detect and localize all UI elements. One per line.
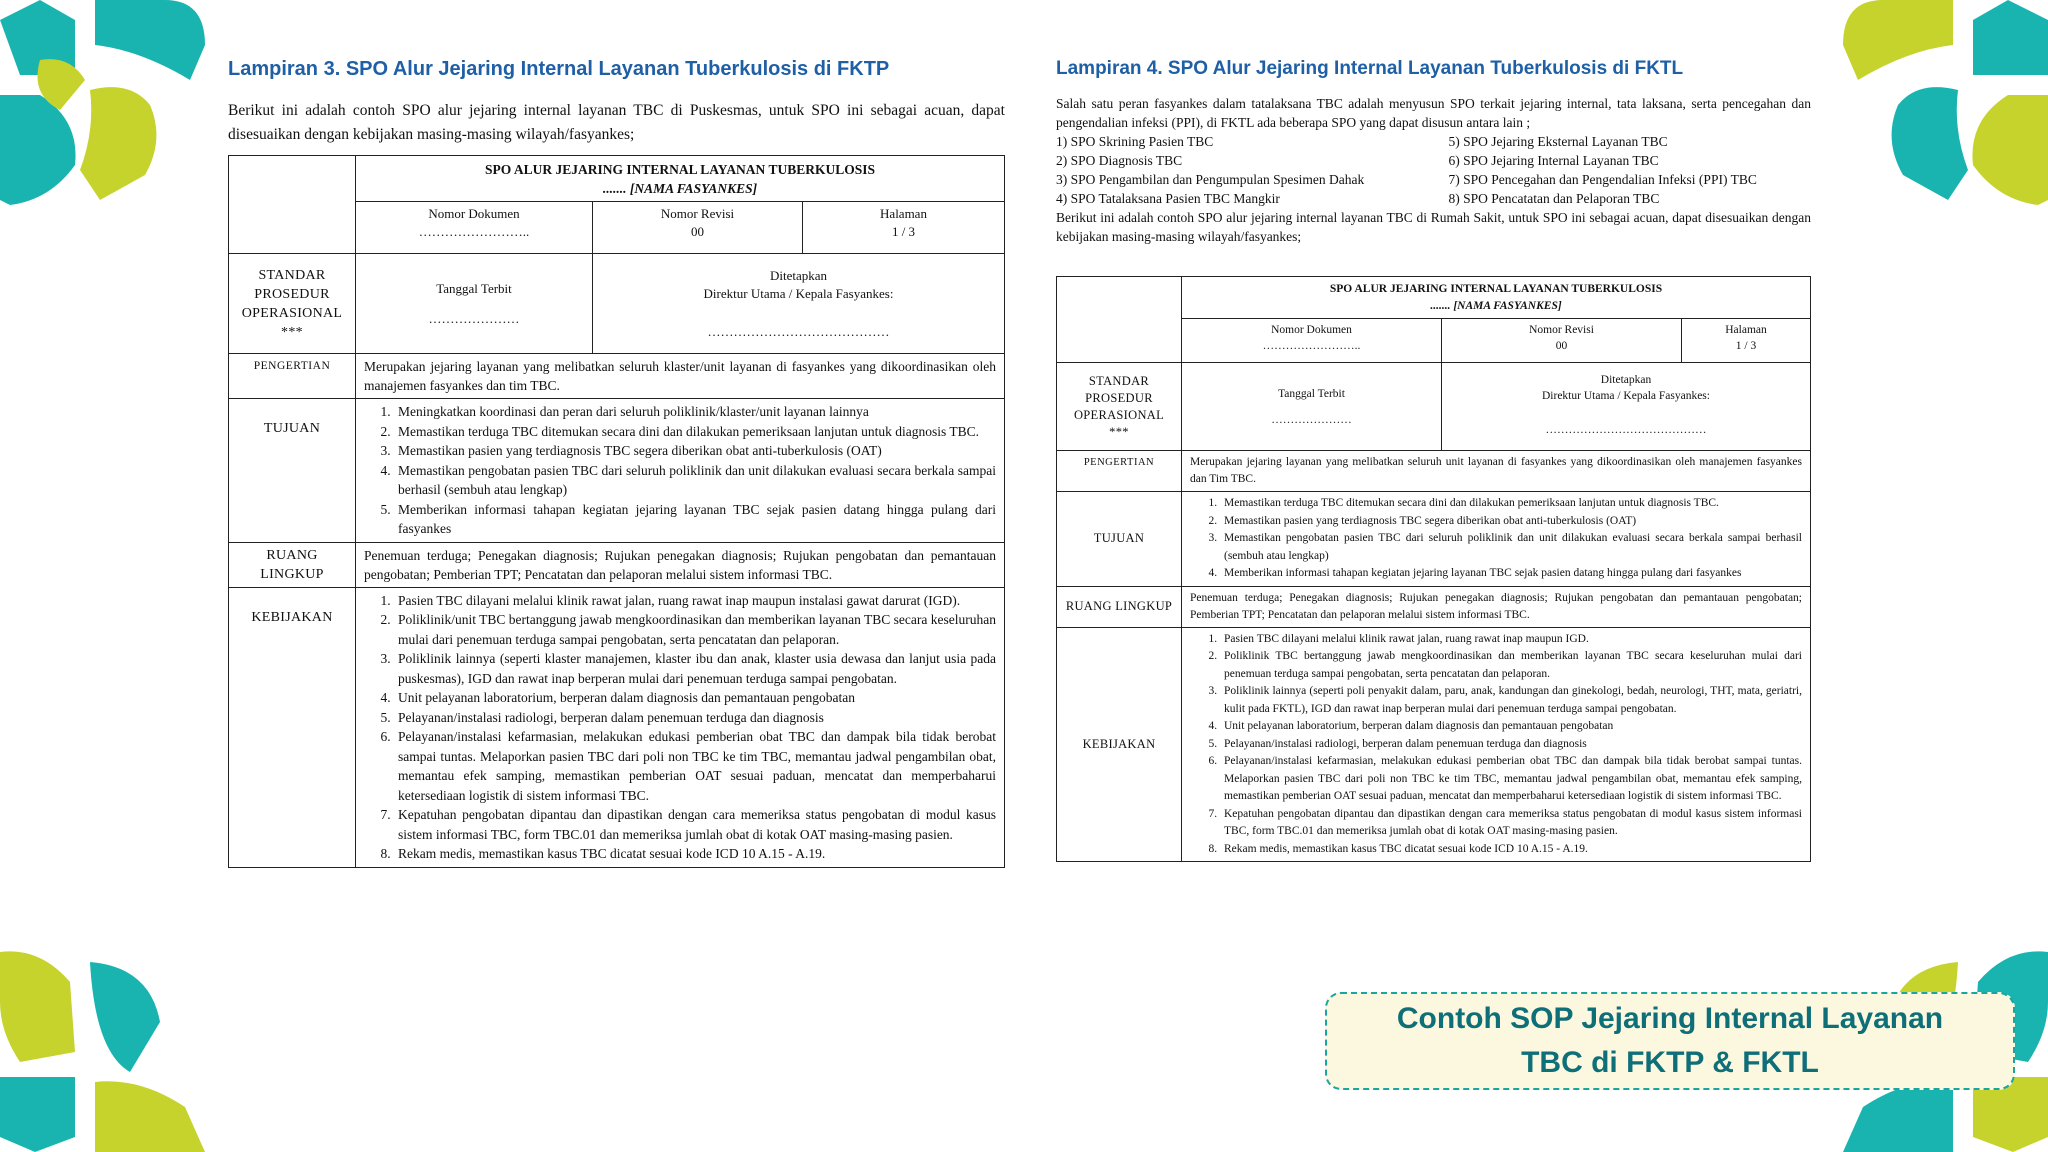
nomor-revisi-label: Nomor Revisi bbox=[1529, 324, 1594, 336]
kebijakan-item: 5. Pelayanan/instalasi radiologi, berperan dalam penemuan terduga dan diagnosis bbox=[394, 708, 996, 728]
tanggal-terbit-label: Tanggal Terbit bbox=[436, 280, 512, 296]
kebijakan-item: 3. Poliklinik lainnya (seperti klaster manajemen, klaster ibu dan anak, klaster usia dewasa dan lanjut usia pada puskesmas), IGD dan rawat inap berperan mulai dari penemuan terduga sampai pengobatan. bbox=[394, 649, 996, 688]
tujuan-item: 4. Memberikan informasi tahapan kegiatan jejaring layanan TBC sejak pasien datang hingga pulang dari fasyankes bbox=[1220, 565, 1802, 583]
ditetapkan-by: Direktur Utama / Kepala Fasyankes: bbox=[703, 286, 894, 301]
nomor-dokumen-value: …………………….. bbox=[1262, 340, 1361, 352]
nomor-revisi-value: 00 bbox=[691, 224, 704, 239]
spo-table-fktp bbox=[228, 155, 1005, 868]
tujuan-item: 2. Memastikan pasien yang terdiagnosis TBC segera diberikan obat anti-tuberkulosis (OAT) bbox=[1220, 513, 1802, 531]
spo-list-item: 8) SPO Pencatatan dan Pelaporan TBC bbox=[1448, 191, 1660, 206]
ruang-lingkup-text: Penemuan terduga; Penegakan diagnosis; Rujukan penegakan diagnosis; Rujukan pengobatan dan pemantauan pengobatan; Pemberian TPT; Pencatatan dan pelaporan melalui sistem informasi TBC. bbox=[1182, 586, 1811, 627]
tujuan-cell bbox=[356, 399, 1005, 543]
spo-list-item: 3) SPO Pengambilan dan Pengumpulan Spesimen Dahak bbox=[1056, 172, 1365, 187]
pengertian-label: PENGERTIAN bbox=[229, 354, 356, 399]
tujuan-item: 1. Meningkatkan koordinasi dan peran dari seluruh poliklinik/klaster/unit layanan lainnya bbox=[394, 402, 996, 422]
tujuan-list bbox=[364, 402, 996, 539]
spo-list-item: 7) SPO Pencegahan dan Pengendalian Infeksi (PPI) TBC bbox=[1448, 172, 1757, 187]
logo-cell bbox=[229, 156, 356, 254]
document-lampiran-4 bbox=[1056, 58, 1811, 862]
standar-prosedur-label: STANDAR PROSEDUR OPERASIONAL *** bbox=[1057, 363, 1182, 451]
halaman-cell bbox=[1682, 319, 1811, 363]
tanggal-terbit-cell bbox=[1182, 363, 1442, 451]
document-lampiran-3 bbox=[228, 58, 1005, 868]
kebijakan-label: KEBIJAKAN bbox=[229, 587, 356, 867]
nomor-revisi-label: Nomor Revisi bbox=[660, 206, 735, 221]
halaman-label: Halaman bbox=[880, 206, 927, 221]
kebijakan-cell bbox=[1182, 627, 1811, 862]
tujuan-label: TUJUAN bbox=[1057, 492, 1182, 587]
callout-line-1: Contoh SOP Jejaring Internal Layanan bbox=[1396, 1002, 1944, 1035]
ditetapkan-cell bbox=[593, 254, 1005, 354]
tanggal-terbit-label: Tanggal Terbit bbox=[1278, 387, 1345, 400]
lampiran-4-intro-2: Berikut ini adalah contoh SPO alur jejaring internal layanan TBC di Rumah Sakit, untuk SPO ini sebagai acuan, dapat disesuaikan dengan kebijakan masing-masing wilayah/fasyankes; bbox=[1056, 210, 1811, 244]
tujuan-item: 5. Memberikan informasi tahapan kegiatan jejaring layanan TBC sejak pasien datang hingga pulang dari fasyankes bbox=[394, 500, 996, 539]
lampiran-4-intro: Salah satu peran fasyankes dalam tatalaksana TBC adalah menyusun SPO terkait jejaring internal, tata laksana, serta pencegahan dan pengendalian infeksi (PPI), di FKTL ada beberapa SPO yang dapat disusun antara lain ; bbox=[1056, 96, 1811, 130]
tujuan-item: 3. Memastikan pengobatan pasien TBC dari seluruh poliklinik dan unit dilakukan evaluasi secara berkala sampai berhasil (sembuh atau lengkap) bbox=[1220, 530, 1802, 565]
nomor-revisi-value: 00 bbox=[1555, 340, 1568, 352]
kebijakan-item: 4. Unit pelayanan laboratorium, berperan dalam diagnosis dan pemantauan pengobatan bbox=[1220, 718, 1802, 736]
halaman-value: 1 / 3 bbox=[891, 224, 916, 239]
spo-list-item: 6) SPO Jejaring Internal Layanan TBC bbox=[1448, 153, 1659, 168]
kebijakan-item: 6. Pelayanan/instalasi kefarmasian, melakukan edukasi pemberian obat TBC dan dampak bila tidak berobat sampai tuntas. Melaporkan pasien TBC dari poli non TBC ke tim TBC, memantau jadwal pengambilan obat, memantau efek samping, memastikan pemberian OAT sesuai paduan, mencatat dan memperbaharui ketersediaan logistik di sistem informasi TBC. bbox=[1220, 753, 1802, 806]
kebijakan-label: KEBIJAKAN bbox=[1057, 627, 1182, 862]
nomor-dokumen-label: Nomor Dokumen bbox=[1271, 324, 1352, 336]
nomor-dokumen-cell bbox=[1182, 319, 1442, 363]
spo-list-item: 5) SPO Jejaring Eksternal Layanan TBC bbox=[1448, 134, 1668, 149]
spo-list-item: 4) SPO Tatalaksana Pasien TBC Mangkir bbox=[1056, 191, 1280, 206]
ruang-lingkup-label: RUANG LINGKUP bbox=[1057, 586, 1182, 627]
corner-decoration-top-left bbox=[0, 0, 210, 210]
halaman-value: 1 / 3 bbox=[1735, 340, 1757, 352]
tujuan-list bbox=[1190, 495, 1802, 583]
nomor-revisi-cell bbox=[593, 202, 803, 254]
standar-prosedur-label: STANDAR PROSEDUR OPERASIONAL *** bbox=[229, 254, 356, 354]
nomor-dokumen-value: …………………….. bbox=[418, 224, 530, 239]
nomor-dokumen-label: Nomor Dokumen bbox=[428, 206, 520, 221]
spo-header-title: SPO ALUR JEJARING INTERNAL LAYANAN TUBERKULOSIS bbox=[485, 162, 875, 177]
tujuan-item: 4. Memastikan pengobatan pasien TBC dari seluruh poliklinik dan unit dilakukan evaluasi secara berkala sampai berhasil (sembuh atau lengkap) bbox=[394, 461, 996, 500]
tujuan-label: TUJUAN bbox=[229, 399, 356, 543]
kebijakan-item: 1. Pasien TBC dilayani melalui klinik rawat jalan, ruang rawat inap maupun instalasi gawat darurat (IGD). bbox=[394, 591, 996, 611]
halaman-label: Halaman bbox=[1725, 324, 1767, 336]
pengertian-text: Merupakan jejaring layanan yang melibatkan seluruh klaster/unit layanan di fasyankes yang dikoordinasikan oleh manajemen fasyankes dan tim TBC. bbox=[356, 354, 1005, 399]
spo-header-facility: ....... [NAMA FASYANKES] bbox=[602, 181, 758, 196]
kebijakan-item: 8. Rekam medis, memastikan kasus TBC dicatat sesuai kode ICD 10 A.15 - A.19. bbox=[1220, 841, 1802, 859]
tanggal-terbit-value: ………………… bbox=[428, 310, 520, 326]
ditetapkan-label: Ditetapkan bbox=[769, 268, 828, 283]
spo-header bbox=[356, 156, 1005, 202]
lampiran-3-title: Lampiran 3. SPO Alur Jejaring Internal Layanan Tuberkulosis di FKTP bbox=[228, 58, 890, 80]
kebijakan-item: 2. Poliklinik TBC bertanggung jawab mengkoordinasikan dan memberikan layanan TBC secara keseluruhan mulai dari penemuan terduga sampai pengobatan, serta pencatatan dan pelaporan. bbox=[1220, 648, 1802, 683]
corner-decoration-top-right bbox=[1838, 0, 2048, 210]
nomor-revisi-cell bbox=[1442, 319, 1682, 363]
spo-list bbox=[1056, 132, 1811, 208]
pengertian-label: PENGERTIAN bbox=[1057, 451, 1182, 492]
tujuan-item: 1. Memastikan terduga TBC ditemukan secara dini dan dilakukan pemeriksaan lanjutan untuk diagnosis TBC. bbox=[1220, 495, 1802, 513]
pengertian-text: Merupakan jejaring layanan yang melibatkan seluruh unit layanan di fasyankes yang dikoordinasikan oleh manajemen fasyankes dan Tim TBC. bbox=[1182, 451, 1811, 492]
spo-header-facility: ....... [NAMA FASYANKES] bbox=[1430, 300, 1562, 312]
tujuan-item: 2. Memastikan terduga TBC ditemukan secara dini dan dilakukan pemeriksaan lanjutan untuk diagnosis TBC. bbox=[394, 422, 996, 442]
corner-decoration-bottom-left bbox=[0, 942, 210, 1152]
kebijakan-item: 5. Pelayanan/instalasi radiologi, berperan dalam penemuan terduga dan diagnosis bbox=[1220, 736, 1802, 754]
ditetapkan-signature: …………………………………… bbox=[707, 324, 890, 339]
kebijakan-cell bbox=[356, 587, 1005, 867]
spo-header bbox=[1182, 277, 1811, 319]
logo-cell bbox=[1057, 277, 1182, 363]
spo-list-item: 2) SPO Diagnosis TBC bbox=[1056, 153, 1183, 168]
kebijakan-list bbox=[364, 591, 996, 864]
kebijakan-item: 7. Kepatuhan pengobatan dipantau dan dipastikan dengan cara memeriksa status pengobatan di modul kasus sistem informasi TBC, form TBC.01 dan memeriksa jumlah obat di kotak OAT masing-masing pasien. bbox=[1220, 806, 1802, 841]
kebijakan-item: 8. Rekam medis, memastikan kasus TBC dicatat sesuai kode ICD 10 A.15 - A.19. bbox=[394, 844, 996, 864]
kebijakan-item: 6. Pelayanan/instalasi kefarmasian, melakukan edukasi pemberian obat TBC dan dampak bila tidak berobat sampai tuntas. Melaporkan pasien TBC dari poli non TBC ke tim TBC, memantau jadwal pengambilan obat, memantau efek samping, memastikan pemberian OAT sesuai paduan, mencatat dan memperbaharui ketersediaan logistik di sistem informasi TBC. bbox=[394, 727, 996, 805]
kebijakan-item: 2. Poliklinik/unit TBC bertanggung jawab mengkoordinasikan dan memberikan layanan TBC secara keseluruhan mulai dari penemuan terduga sampai pengobatan, serta pencatatan dan pelaporan. bbox=[394, 610, 996, 649]
nomor-dokumen-cell bbox=[356, 202, 593, 254]
lampiran-3-intro: Berikut ini adalah contoh SPO alur jejaring internal layanan TBC di Puskesmas, untuk SPO ini sebagai acuan, dapat disesuaikan dengan kebijakan masing-masing wilayah/fasyankes; bbox=[228, 102, 1005, 143]
spo-header-title: SPO ALUR JEJARING INTERNAL LAYANAN TUBERKULOSIS bbox=[1329, 283, 1663, 295]
kebijakan-item: 3. Poliklinik lainnya (seperti poli penyakit dalam, paru, anak, kandungan dan ginekologi, bedah, neurologi, THT, mata, geriatri, kulit pada FKTL), IGD dan rawat inap berperan mulai dari penemuan terduga sampai pengobatan. bbox=[1220, 683, 1802, 718]
slide-caption-callout bbox=[1325, 992, 2015, 1090]
spo-list-item: 1) SPO Skrining Pasien TBC bbox=[1056, 134, 1214, 149]
kebijakan-item: 7. Kepatuhan pengobatan dipantau dan dipastikan dengan cara memeriksa status pengobatan di modul kasus sistem informasi TBC, form TBC.01 dan memeriksa jumlah obat di kotak OAT masing-masing pasien. bbox=[394, 805, 996, 844]
lampiran-4-title: Lampiran 4. SPO Alur Jejaring Internal Layanan Tuberkulosis di FKTL bbox=[1056, 58, 1684, 79]
halaman-cell bbox=[803, 202, 1005, 254]
tanggal-terbit-value: ………………… bbox=[1271, 413, 1352, 426]
spo-table-fktl bbox=[1056, 276, 1811, 862]
callout-line-2: TBC di FKTP & FKTL bbox=[1521, 1046, 1819, 1079]
tujuan-cell bbox=[1182, 492, 1811, 587]
kebijakan-item: 1. Pasien TBC dilayani melalui klinik rawat jalan, ruang rawat inap maupun IGD. bbox=[1220, 631, 1802, 649]
ditetapkan-cell bbox=[1442, 363, 1811, 451]
tanggal-terbit-cell bbox=[356, 254, 593, 354]
ditetapkan-label: Ditetapkan bbox=[1600, 374, 1652, 386]
ruang-lingkup-text: Penemuan terduga; Penegakan diagnosis; Rujukan penegakan diagnosis; Rujukan pengobatan dan pemantauan pengobatan; Pemberian TPT; Pencatatan dan pelaporan melalui sistem informasi TBC. bbox=[356, 542, 1005, 587]
ditetapkan-by: Direktur Utama / Kepala Fasyankes: bbox=[1542, 390, 1710, 402]
tujuan-item: 3. Memastikan pasien yang terdiagnosis TBC segera diberikan obat anti-tuberkulosis (OAT) bbox=[394, 441, 996, 461]
kebijakan-item: 4. Unit pelayanan laboratorium, berperan dalam diagnosis dan pemantauan pengobatan bbox=[394, 688, 996, 708]
ruang-lingkup-label: RUANG LINGKUP bbox=[229, 542, 356, 587]
kebijakan-list bbox=[1190, 631, 1802, 859]
ditetapkan-signature: …………………………………… bbox=[1545, 424, 1707, 436]
